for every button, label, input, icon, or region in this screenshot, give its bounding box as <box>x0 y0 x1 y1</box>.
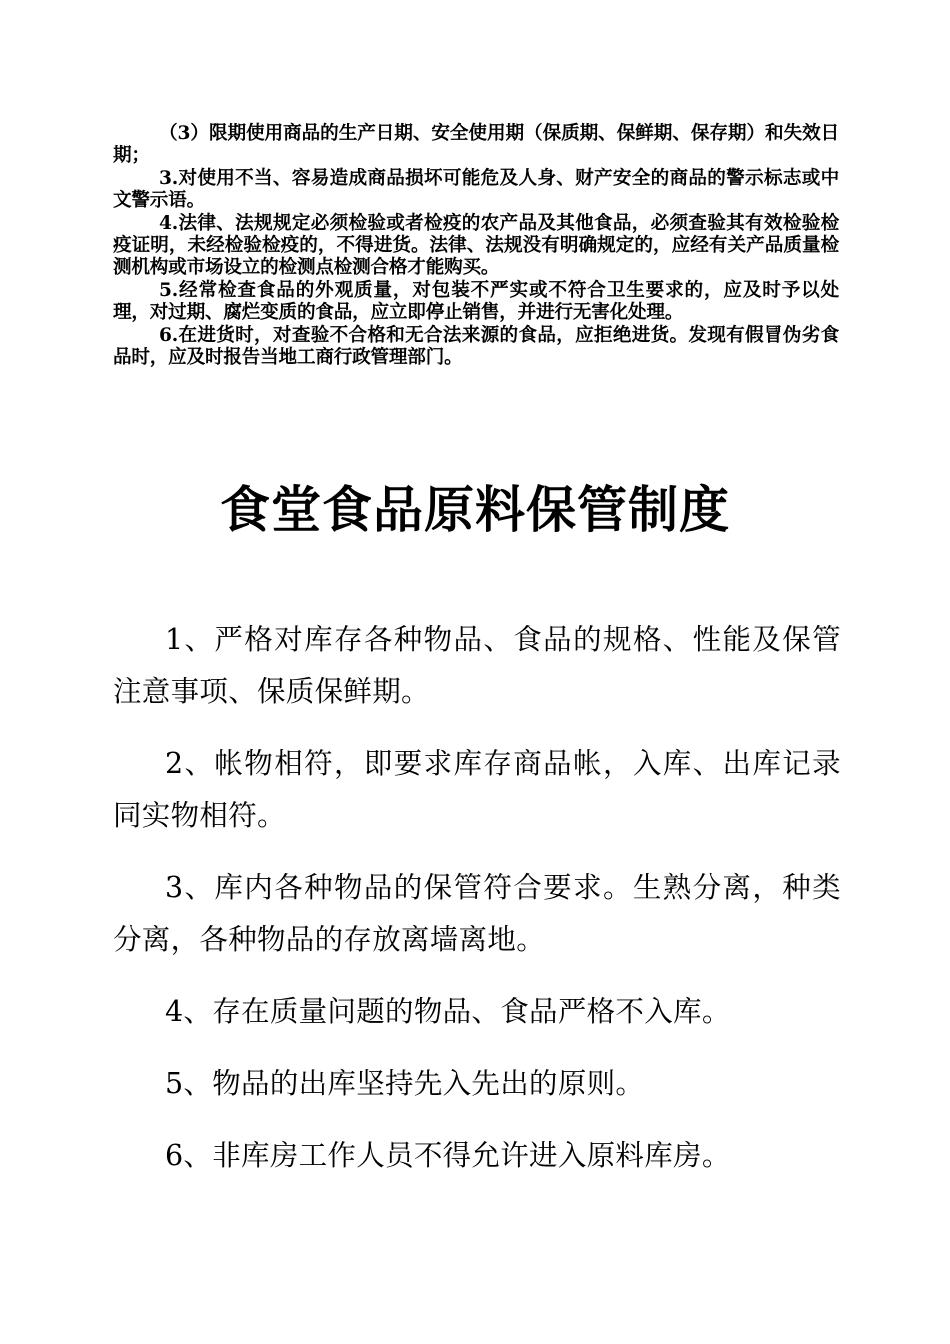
rule-item: 2、帐物相符，即要求库存商品帐，入库、出库记录同实物相符。 <box>113 747 841 832</box>
page-title: 食堂食品原料保管制度 <box>220 481 730 539</box>
paragraph-appearance-check: 5.经常检查食品的外观质量，对包装不严实或不符合卫生要求的，应及时予以处理，对过期、腐烂变质的食品，应立即停止销售，并进行无害化处理。 <box>113 279 839 324</box>
previous-section <box>113 123 839 369</box>
rule-item: 6、非库房工作人员不得允许进入原料库房。 <box>165 1139 731 1172</box>
paragraph-warning-labels: 3.对使用不当、容易造成商品损坏可能危及人身、财产安全的商品的警示标志或中文警示语。 <box>113 167 839 212</box>
storage-rules <box>113 614 841 1182</box>
rule-item: 4、存在质量问题的物品、食品严格不入库。 <box>165 995 731 1028</box>
rule-item: 3、库内各种物品的保管符合要求。生熟分离，种类分离，各种物品的存放离墙离地。 <box>113 871 841 956</box>
paragraph-inspection-certificate: 4.法律、法规规定必须检验或者检疫的农产品及其他食品，必须查验其有效检验检疫证明，未经检验检疫的，不得进货。法律、法规没有明确规定的，应经有关产品质量检测机构或市场设立的检测点检测合格才能购买。 <box>113 212 839 279</box>
rule-item: 1、严格对库存各种物品、食品的规格、性能及保管注意事项、保质保鲜期。 <box>113 623 841 708</box>
rule-item: 5、物品的出库坚持先入先出的原则。 <box>165 1067 645 1100</box>
paragraph-reject-goods: 6.在进货时，对查验不合格和无合法来源的食品，应拒绝进货。发现有假冒伪劣食品时，应及时报告当地工商行政管理部门。 <box>113 324 839 369</box>
paragraph-shelf-life: （3）限期使用商品的生产日期、安全使用期（保质期、保鲜期、保存期）和失效日期； <box>113 123 839 167</box>
